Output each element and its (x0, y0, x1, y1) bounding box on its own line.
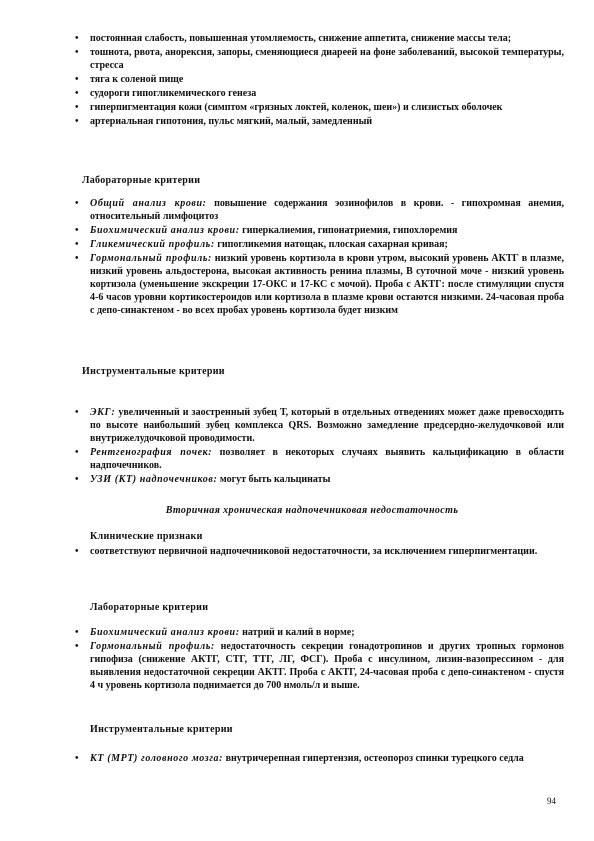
list-item: • Гормональный профиль: низкий уровень кортизола в крови утром, высокий уровень АКТГ в плазме, низкий уровень альдостерона, высокая активность ренина плазмы, В суточной моче - низкий уровень кортизола (уменьшение экскреции 17-ОКС и 17-КС с мочой). Проба с АКТГ: после стимуляции спустя 4-6 часов уровни кортикостероидов или кортизола в плазме крови остаются низкими. 24-часовая проба с депо-синактеном - во всех пробах уровень кортизола будет низким (75, 253, 564, 316)
list-item: • Гликемический профиль: гипогликемия натощак, плоская сахарная кривая; (75, 239, 448, 250)
list-item: • Гормональный профиль: недостаточность секреции гонадотропинов и других тропных гормонов гипофиза (снижение АКТГ, СТГ, ТТГ, ЛГ, ФСГ). Проба с инсулином, лизин-вазопрессином - для выявления недостаточной секреции АКТГ. Проба с АКТГ, 24-часовая проба с депо-синактеном - спустя 4 ч уровень кортизола поднимается до 700 нмоль/л и выше. (75, 641, 564, 691)
list-item: • тяга к соленой пище (75, 74, 184, 85)
section-heading: Лабораторные критерии (90, 602, 209, 613)
list-item: • Общий анализ крови: повышение содержания эозинофилов в крови. - гипохромная анемия, относительный лимфоцитоз (75, 198, 564, 222)
section-heading: Клинические признаки (90, 531, 203, 542)
section-heading: Инструментальные критерии (82, 366, 225, 377)
list-item: • КТ (МРТ) головного мозга: внутричерепная гипертензия, остеопороз спинки турецкого седла (75, 753, 524, 764)
page-number: 94 (547, 796, 556, 806)
lab-criteria-list (75, 197, 564, 317)
list-item: • гиперпигментация кожи (симптом «грязных локтей, коленок, шеи») и слизистых оболочек (75, 102, 503, 113)
instrumental-criteria-list-2 (75, 752, 564, 765)
list-item: • соответствуют первичной надпочечниковой недостаточности, за исключением гиперпигментации. (75, 546, 538, 557)
lab-criteria-list-2 (75, 626, 564, 692)
section-heading: Лабораторные критерии (82, 175, 201, 186)
list-item: • судороги гипогликемического генеза (75, 88, 257, 99)
list-item: • артериальная гипотония, пульс мягкий, малый, замедленный (75, 116, 373, 127)
list-item: • Рентгенография почек: позволяет в некоторых случаях выявить кальцификацию в области надпочечников. (75, 447, 565, 471)
symptom-list (75, 32, 564, 128)
list-item: • Биохимический анализ крови: натрий и калий в норме; (75, 627, 355, 638)
instrumental-criteria-list (75, 406, 565, 486)
list-item: • ЭКГ: увеличенный и заостренный зубец Т, который в отдельных отведениях может даже превосходить по высоте наибольший зубец комплекса QRS. Возможно замедление предсердно-желудочковой или внутрижелудочковой проводимости. (75, 407, 564, 444)
list-item: • постоянная слабость, повышенная утомляемость, снижение аппетита, снижение массы тела; (75, 33, 512, 44)
clinical-signs-list (75, 545, 564, 558)
section-title: Вторичная хроническая надпочечниковая недостаточность (165, 505, 459, 516)
list-item: • Биохимический анализ крови: гиперкалиемия, гипонатриемия, гипохлоремия (75, 225, 458, 236)
list-item: • тошнота, рвота, анорексия, запоры, сменяющиеся диареей на фоне заболеваний, высокой температуры, стресса (75, 47, 564, 71)
section-heading: Инструментальные критерии (90, 724, 233, 735)
list-item: • УЗИ (КТ) надпочечников: могут быть кальцинаты (75, 474, 331, 485)
